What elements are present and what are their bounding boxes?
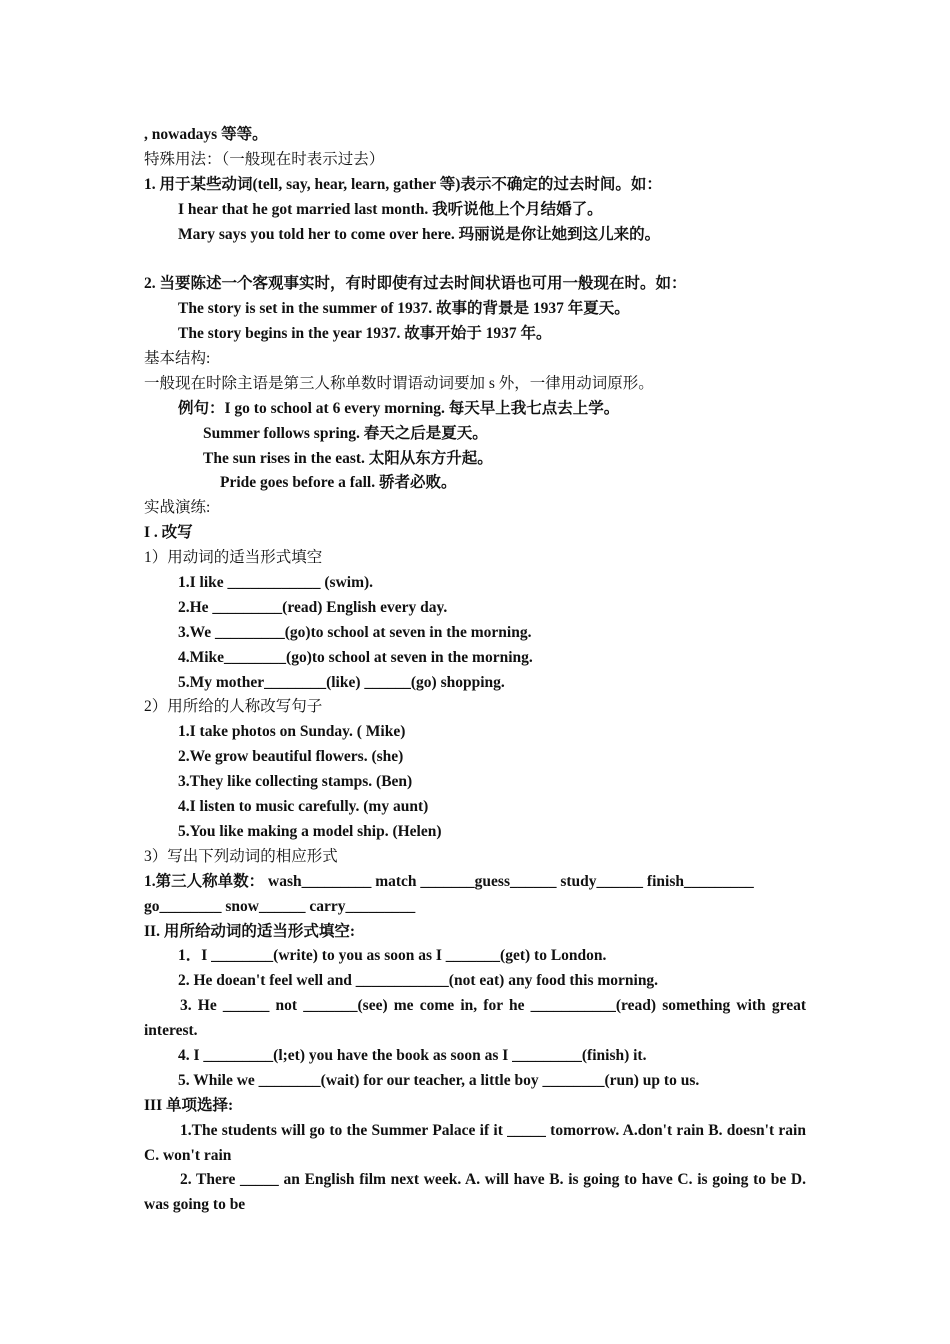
document-body [144, 123, 806, 1218]
structure-rule: 一般现在时除主语是第三人称单数时谓语动词要加 s 外，一律用动词原形。 [144, 374, 654, 392]
example-sentence: The sun rises in the east. 太阳从东方升起。 [203, 449, 493, 467]
exercise-instruction: 2）用所给的人称改写句子 [144, 698, 323, 716]
exercise-item: 4.Mike________(go)to school at seven in the morning. [178, 648, 533, 666]
exercise-item: 1.第三人称单数： wash_________ match _______guess______ study______ finish_________ [144, 872, 754, 890]
part-heading: III 单项选择: [144, 1096, 234, 1114]
exercise-item: 1.I take photos on Sunday. ( Mike) [178, 723, 406, 741]
exercise-instruction: 1）用动词的适当形式填空 [144, 549, 323, 567]
part-heading: II. 用所给动词的适当形式填空: [144, 922, 355, 940]
exercise-item: 5.My mother________(like) ______(go) shopping. [178, 673, 505, 691]
section-heading-practice: 实战演练: [144, 499, 211, 517]
text-line: , nowadays 等等。 [144, 126, 268, 143]
exercise-item: 3.They like collecting stamps. (Ben) [178, 773, 413, 791]
rule-2: 2. 当要陈述一个客观事实时，有时即使有过去时间状语也可用一般现在时。如： [144, 275, 687, 293]
rule-1: 1. 用于某些动词(tell, say, hear, learn, gather 等)表示不确定的过去时间。如： [144, 175, 662, 193]
exercise-instruction: 3）写出下列动词的相应形式 [144, 847, 338, 865]
section-heading-special-usage: 特殊用法：（一般现在时表示过去） [144, 150, 385, 168]
exercise-item: 5.You like making a model ship. (Helen) [178, 822, 442, 840]
example-sentence: Mary says you told her to come over here. 玛丽说是你让她到这儿来的。 [178, 225, 661, 243]
multiple-choice-item: 1.The students will go to the Summer Palace if it _____ tomorrow. A.don't rain B. doesn't rain C. won't rain [144, 1121, 806, 1164]
blank-line [144, 247, 806, 272]
part-heading: I . 改写 [144, 524, 193, 542]
exercise-item: 2. He doean't feel well and ____________(not eat) any food this morning. [178, 972, 659, 990]
example-sentence: 例句：I go to school at 6 every morning. 每天早上我七点去上学。 [178, 399, 620, 417]
example-sentence: Summer follows spring. 春天之后是夏天。 [203, 424, 488, 442]
exercise-item: 1．I ________(write) to you as soon as I _______(get) to London. [178, 947, 607, 965]
exercise-item: 3. He ______ not _______(see) me come in, for he ___________(read) something with great interest. [144, 997, 806, 1040]
exercise-item: 4.I listen to music carefully. (my aunt) [178, 798, 429, 816]
exercise-item: 4. I _________(l;et) you have the book as soon as I _________(finish) it. [178, 1046, 647, 1064]
exercise-item-continued: go________ snow______ carry_________ [144, 897, 416, 915]
multiple-choice-item: 2. There _____ an English film next week. A. will have B. is going to have C. is going to be D. was going to be [144, 1171, 806, 1214]
section-heading-basic-structure: 基本结构: [144, 350, 211, 368]
exercise-item: 2.We grow beautiful flowers. (she) [178, 748, 404, 766]
example-sentence: I hear that he got married last month. 我听说他上个月结婚了。 [178, 200, 603, 218]
exercise-item: 3.We _________(go)to school at seven in the morning. [178, 623, 532, 641]
exercise-item: 5. While we ________(wait) for our teacher, a little boy ________(run) up to us. [178, 1071, 700, 1089]
example-sentence: The story begins in the year 1937. 故事开始于 1937 年。 [178, 325, 552, 343]
exercise-item: 1.I like ____________ (swim). [178, 574, 374, 592]
example-sentence: Pride goes before a fall. 骄者必败。 [220, 474, 457, 492]
example-sentence: The story is set in the summer of 1937. 故事的背景是 1937 年夏天。 [178, 300, 630, 318]
exercise-item: 2.He _________(read) English every day. [178, 598, 448, 616]
